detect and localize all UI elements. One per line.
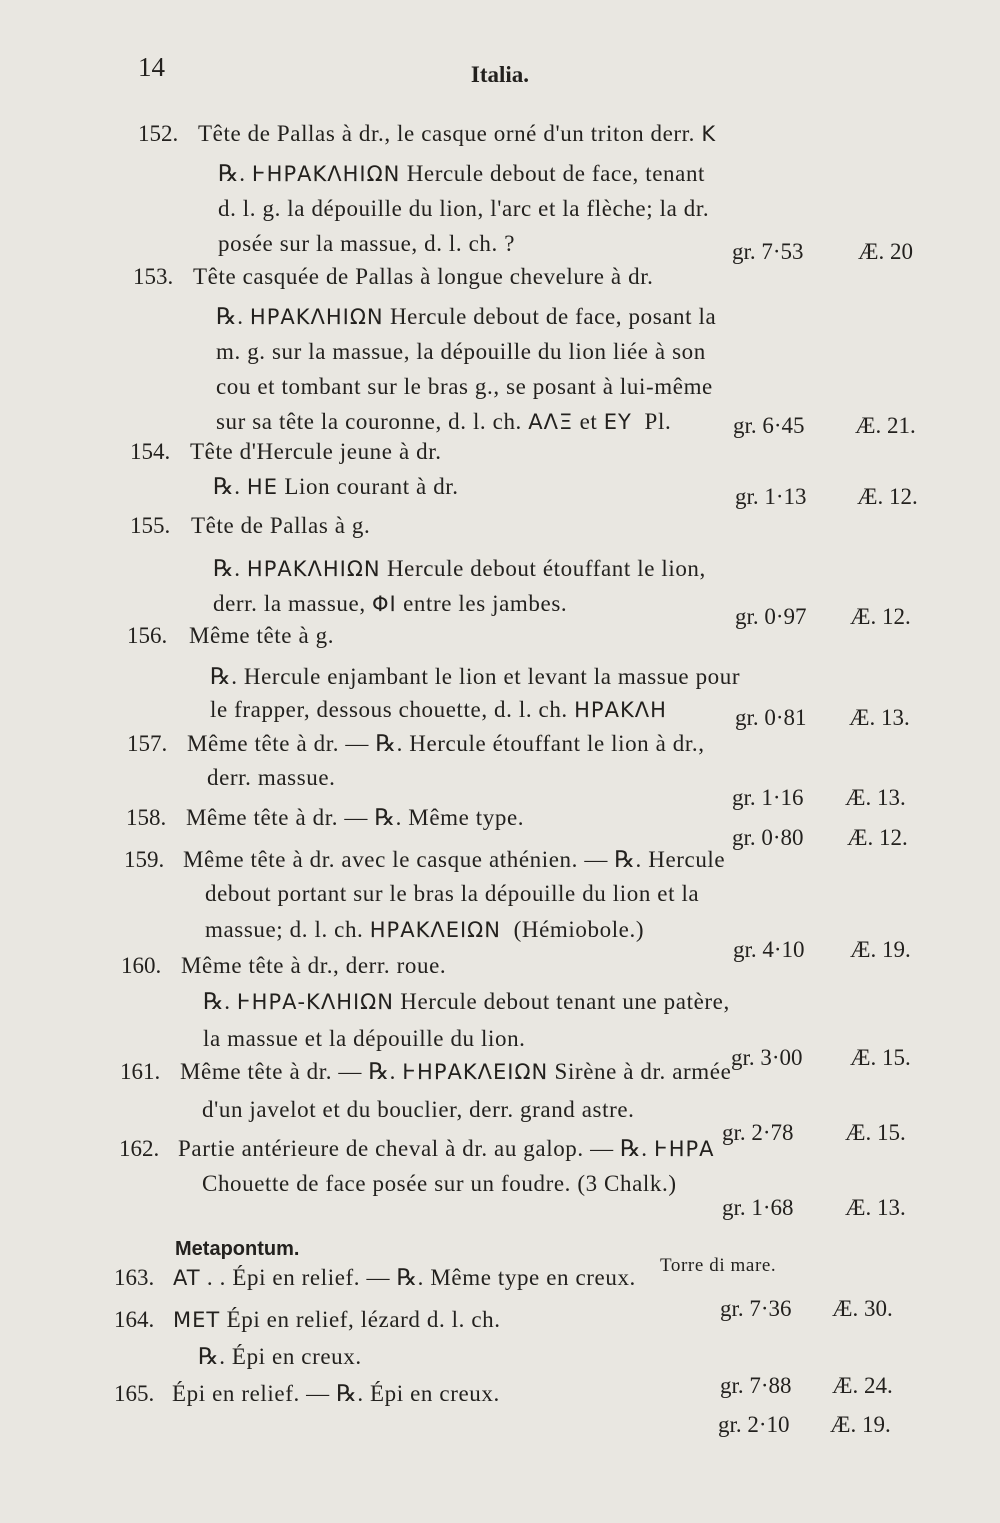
- entry-number: 158.: [126, 805, 167, 830]
- entry-text: Même tête à dr. — ℞. Hercule étouffant le lion à dr.,: [187, 731, 705, 756]
- entry-number: 164.: [114, 1307, 155, 1332]
- coin-legend: ΗΕ: [246, 475, 278, 499]
- entry-text: Sirène à dr. armée: [548, 1059, 732, 1084]
- entry-line: [205, 918, 644, 941]
- section-heading: Metapontum.: [175, 1238, 300, 1260]
- entry-text: Épi en relief, lézard d. l. ch.: [220, 1307, 501, 1332]
- entry-line: [218, 162, 705, 185]
- entry-text: ℞.: [218, 161, 252, 186]
- entry-weight: gr. 4·10: [733, 937, 805, 962]
- coin-legend: MET: [173, 1308, 221, 1332]
- entry-metal-size: Æ. 15.: [850, 1045, 911, 1070]
- entry-text: Tête casquée de Pallas à longue chevelure à dr.: [193, 264, 654, 289]
- coin-legend: K: [701, 122, 717, 146]
- entry-metal-size: Æ. 21.: [855, 413, 916, 438]
- entry-line: [213, 475, 459, 498]
- entry-line: [187, 732, 705, 755]
- coin-legend: ΦΙ: [372, 592, 397, 616]
- entry-number: 160.: [121, 953, 162, 978]
- entry-text: ℞.: [216, 304, 250, 329]
- entry-text: d. l. g. la dépouille du lion, l'arc et la flèche; la dr.: [218, 196, 710, 221]
- entry-number: 163.: [114, 1265, 155, 1290]
- coin-legend: ΗΡΑΚΛΗ: [574, 698, 667, 722]
- entry-weight: gr. 6·45: [733, 413, 805, 438]
- entry-number: 156.: [127, 623, 168, 648]
- entry-line: [191, 514, 370, 537]
- entry-number: 165.: [114, 1381, 155, 1406]
- entry-text: Chouette de face posée sur un foudre. (3 Chalk.): [202, 1171, 677, 1196]
- entry-number: 155.: [130, 513, 171, 538]
- entry-line: [178, 1137, 715, 1160]
- entry-number: 154.: [130, 439, 171, 464]
- entry-weight: gr. 7·53: [732, 239, 804, 264]
- entry-text: derr. la massue,: [213, 591, 373, 616]
- coin-legend: AT: [173, 1266, 201, 1290]
- entry-metal-size: Æ. 24.: [832, 1373, 893, 1398]
- entry-line: [173, 1308, 501, 1331]
- entry-text: Épi en relief. — ℞. Épi en creux.: [172, 1381, 500, 1406]
- entry-text: Même tête à dr., derr. roue.: [181, 953, 447, 978]
- entry-line: [181, 954, 446, 977]
- entry-text: Pl.: [631, 409, 672, 434]
- entry-text: la massue et la dépouille du lion.: [203, 1026, 526, 1051]
- section-subtitle: Torre di mare.: [660, 1255, 777, 1276]
- entry-text: posée sur la massue, d. l. ch. ?: [218, 231, 516, 256]
- entry-weight: gr. 1·13: [735, 484, 807, 509]
- entry-text: (Hémiobole.): [500, 917, 645, 942]
- entry-weight: gr. 0·97: [735, 604, 807, 629]
- entry-metal-size: Æ. 12.: [850, 604, 911, 629]
- entry-text: sur sa tête la couronne, d. l. ch.: [216, 409, 529, 434]
- entry-metal-size: Æ. 13.: [849, 705, 910, 730]
- entry-text: d'un javelot et du bouclier, derr. grand astre.: [202, 1097, 635, 1122]
- entry-line: [210, 665, 740, 688]
- coin-legend: ⱵΗΡΑΚΛΗΙΩΝ: [251, 162, 401, 186]
- entry-metal-size: Æ. 19.: [830, 1412, 891, 1437]
- entry-weight: gr. 0·81: [735, 705, 807, 730]
- entry-text: ℞. Hercule enjambant le lion et levant la massue pour: [210, 664, 741, 689]
- entry-line: [202, 1172, 677, 1195]
- entry-line: [198, 122, 716, 145]
- entry-number: 153.: [133, 264, 174, 289]
- entry-weight: gr. 1·68: [722, 1195, 794, 1220]
- entry-text: Hercule debout de face, tenant: [400, 161, 706, 186]
- entry-text: . . Épi en relief. — ℞. Même type en creux.: [200, 1265, 636, 1290]
- entry-number: 157.: [127, 731, 168, 756]
- coin-legend: ⱵΗΡΑΚΛΕΙΩΝ: [402, 1060, 549, 1084]
- entry-line: [180, 1060, 731, 1083]
- entry-text: massue; d. l. ch.: [205, 917, 370, 942]
- entry-text: ℞.: [213, 474, 247, 499]
- entry-text: Même tête à g.: [189, 623, 335, 648]
- entry-line: [216, 305, 716, 328]
- entry-text: ℞. Épi en creux.: [198, 1344, 362, 1369]
- entry-line: [173, 1266, 636, 1289]
- entry-line: [205, 882, 699, 905]
- entry-line: [189, 624, 334, 647]
- entry-line: [216, 375, 713, 398]
- entry-text: entre les jambes.: [396, 591, 568, 616]
- entry-metal-size: Æ. 12.: [847, 825, 908, 850]
- entry-metal-size: Æ. 19.: [850, 937, 911, 962]
- entry-text: Même tête à dr. — ℞.: [180, 1059, 403, 1084]
- entry-weight: gr. 2·78: [722, 1120, 794, 1145]
- entry-line: [202, 1098, 635, 1121]
- entry-text: ℞.: [213, 556, 247, 581]
- entry-line: [190, 440, 442, 463]
- coin-legend: ΗΡΑΚΛΕΙΩΝ: [369, 918, 501, 942]
- entry-line: [216, 410, 671, 433]
- entry-text: le frapper, dessous chouette, d. l. ch.: [210, 697, 575, 722]
- entry-metal-size: Æ. 12.: [857, 484, 918, 509]
- entry-text: derr. massue.: [207, 765, 336, 790]
- entry-text: Hercule debout étouffant le lion,: [380, 556, 706, 581]
- entry-line: [203, 990, 730, 1013]
- coin-legend: ΗΡΑΚΛΗΙΩΝ: [249, 305, 384, 329]
- entry-text: Même tête à dr. avec le casque athénien. — ℞. Hercule: [183, 847, 726, 872]
- entry-weight: gr. 1·16: [732, 785, 804, 810]
- entry-line: [218, 197, 709, 220]
- entry-line: [186, 806, 524, 829]
- entry-number: 159.: [124, 847, 165, 872]
- entry-line: [203, 1027, 526, 1050]
- entry-line: [213, 557, 706, 580]
- entry-line: [207, 766, 336, 789]
- entry-weight: gr. 2·10: [718, 1412, 790, 1437]
- entry-metal-size: Æ. 15.: [845, 1120, 906, 1145]
- entry-line: [172, 1382, 500, 1405]
- entry-text: Tête d'Hercule jeune à dr.: [190, 439, 442, 464]
- entry-metal-size: Æ. 20: [858, 239, 913, 264]
- entry-line: [183, 848, 725, 871]
- entry-number: 161.: [120, 1059, 161, 1084]
- entry-weight: gr. 7·88: [720, 1373, 792, 1398]
- entry-line: [216, 340, 706, 363]
- entry-weight: gr. 3·00: [731, 1045, 803, 1070]
- coin-legend: ΑΛΞ: [528, 410, 574, 434]
- running-title: Italia.: [470, 62, 530, 87]
- entry-text: Hercule debout tenant une patère,: [393, 989, 730, 1014]
- entry-line: [218, 232, 515, 255]
- entry-text: Même tête à dr. — ℞. Même type.: [186, 805, 525, 830]
- entry-line: [213, 592, 567, 615]
- entry-text: m. g. sur la massue, la dépouille du lion liée à son: [216, 339, 706, 364]
- entry-line: [193, 265, 654, 288]
- entry-metal-size: Æ. 13.: [845, 1195, 906, 1220]
- coin-legend: ΗΡΑΚΛΗΙΩΝ: [246, 557, 381, 581]
- entry-text: Partie antérieure de cheval à dr. au galop. — ℞.: [178, 1136, 654, 1161]
- entry-line: [198, 1345, 362, 1368]
- entry-number: 162.: [119, 1136, 160, 1161]
- entry-weight: gr. 7·36: [720, 1296, 792, 1321]
- coin-legend: ΕΥ: [603, 410, 632, 434]
- page-number: 14: [138, 52, 165, 82]
- entry-text: cou et tombant sur le bras g., se posant à lui-même: [216, 374, 713, 399]
- entry-text: Tête de Pallas à g.: [191, 513, 371, 538]
- entry-metal-size: Æ. 30.: [832, 1296, 893, 1321]
- entry-text: Lion courant à dr.: [277, 474, 459, 499]
- entry-text: ℞.: [203, 989, 237, 1014]
- entry-line: [210, 698, 667, 721]
- coin-legend: ⱵΗΡΑ-ΚΛΗΙΩΝ: [236, 990, 394, 1014]
- entry-metal-size: Æ. 13.: [845, 785, 906, 810]
- coin-legend: ⱵΗΡΑ: [653, 1137, 715, 1161]
- entry-text: Hercule debout de face, posant la: [383, 304, 717, 329]
- entry-number: 152.: [138, 121, 179, 146]
- entry-text: et: [573, 409, 604, 434]
- entry-weight: gr. 0·80: [732, 825, 804, 850]
- entry-text: debout portant sur le bras la dépouille du lion et la: [205, 881, 700, 906]
- entry-text: Tête de Pallas à dr., le casque orné d'un triton derr.: [198, 121, 702, 146]
